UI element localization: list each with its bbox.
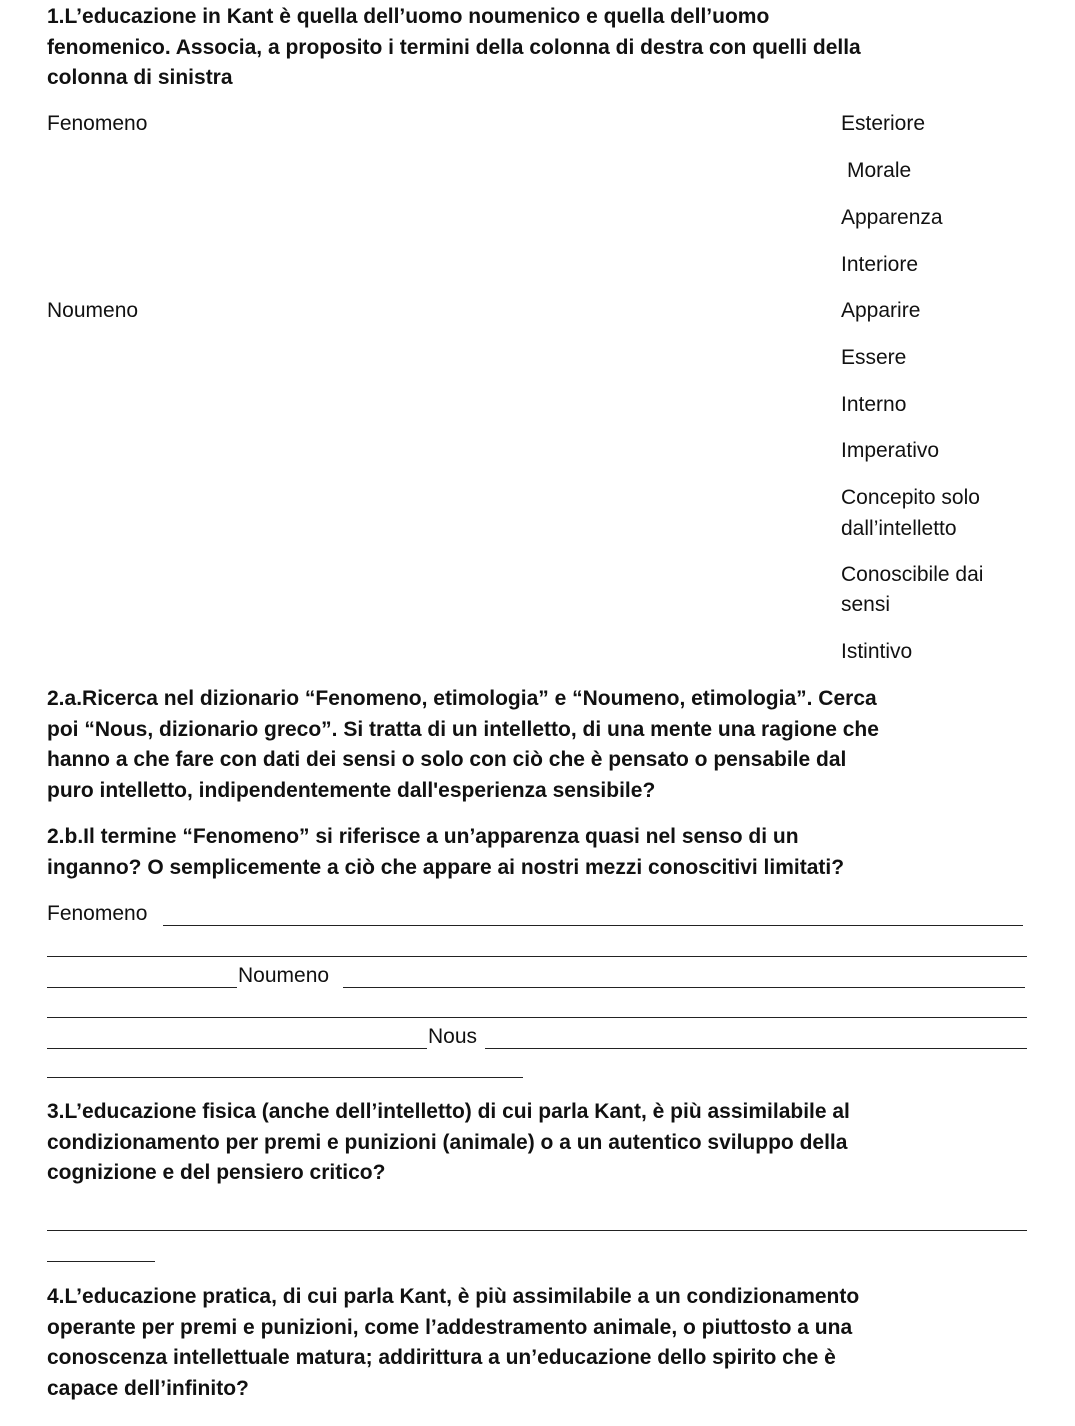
answer-blank-q3[interactable] <box>47 1230 1027 1231</box>
right-term: Conoscibile dai <box>841 563 984 586</box>
right-term: Interno <box>841 393 907 416</box>
answer-blank-line[interactable] <box>47 987 237 988</box>
answer-blank-nous[interactable] <box>485 1048 1027 1049</box>
right-term: Morale <box>847 159 912 182</box>
answer-label-nous: Nous <box>428 1025 478 1048</box>
right-term: Concepito solo <box>841 486 980 509</box>
answer-blank-line[interactable] <box>47 956 1027 957</box>
right-term: Interiore <box>841 253 919 276</box>
question-2b-line: inganno? O semplicemente a ciò che appare ai nostri mezzi conoscitivi limitati? <box>47 855 845 879</box>
left-term-fenomeno: Fenomeno <box>47 112 148 135</box>
question-2a-line: hanno a che fare con dati dei sensi o solo con ciò che è pensato o pensabile dal <box>47 748 847 771</box>
right-term: sensi <box>841 593 891 616</box>
answer-blank-line[interactable] <box>47 1017 1027 1018</box>
right-term: Essere <box>841 346 907 369</box>
question-1-line: 1.L’educazione in Kant è quella dell’uomo noumenico e quella dell’uomo <box>47 5 770 28</box>
question-1 <box>47 2 861 94</box>
answer-blank-line[interactable] <box>47 1077 523 1078</box>
right-term: Istintivo <box>841 640 913 663</box>
right-term: Imperativo <box>841 439 940 462</box>
right-term: Apparire <box>841 299 921 322</box>
question-1-line: colonna di sinistra <box>47 66 233 89</box>
right-term: Esteriore <box>841 112 926 135</box>
answer-blank-q3[interactable] <box>47 1261 155 1262</box>
question-2b <box>47 822 844 883</box>
question-2a-line: puro intelletto, indipendentemente dall'esperienza sensibile? <box>47 778 656 802</box>
answer-label-fenomeno: Fenomeno <box>47 902 148 925</box>
question-4 <box>47 1282 859 1404</box>
question-1-line: fenomenico. Associa, a proposito i termini della colonna di destra con quelli della <box>47 35 861 59</box>
question-4-line: capace dell’infinito? <box>47 1376 249 1400</box>
question-3-line: 3.L’educazione fisica (anche dell’intelletto) di cui parla Kant, è più assimilabile al <box>47 1100 850 1123</box>
answer-blank-fenomeno[interactable] <box>163 925 1023 926</box>
question-4-line: 4.L’educazione pratica, di cui parla Kant, è più assimilabile a un condizionamento <box>47 1285 860 1308</box>
question-2a-line: poi “Nous, dizionario greco”. Si tratta di un intelletto, di una mente una ragione che <box>47 717 879 741</box>
question-2a <box>47 684 879 806</box>
question-2b-line: 2.b.Il termine “Fenomeno” si riferisce a un’apparenza quasi nel senso di un <box>47 825 799 848</box>
right-term: Apparenza <box>841 206 943 229</box>
question-2a-line: 2.a.Ricerca nel dizionario “Fenomeno, etimologia” e “Noumeno, etimologia”. Cerca <box>47 687 877 710</box>
answer-label-noumeno: Noumeno <box>238 964 330 987</box>
left-term-noumeno: Noumeno <box>47 299 139 322</box>
question-3-line: cognizione e del pensiero critico? <box>47 1161 386 1184</box>
question-4-line: operante per premi e punizioni, come l’addestramento animale, o piuttosto a una <box>47 1315 853 1339</box>
question-3-line: condizionamento per premi e punizioni (animale) o a un autentico sviluppo della <box>47 1130 848 1154</box>
answer-blank-noumeno[interactable] <box>343 987 1025 988</box>
question-3 <box>47 1097 850 1189</box>
right-term: dall’intelletto <box>841 517 957 540</box>
answer-blank-line[interactable] <box>47 1048 427 1049</box>
question-4-line: conoscenza intellettuale matura; addirittura a un’educazione dello spirito che è <box>47 1346 836 1369</box>
